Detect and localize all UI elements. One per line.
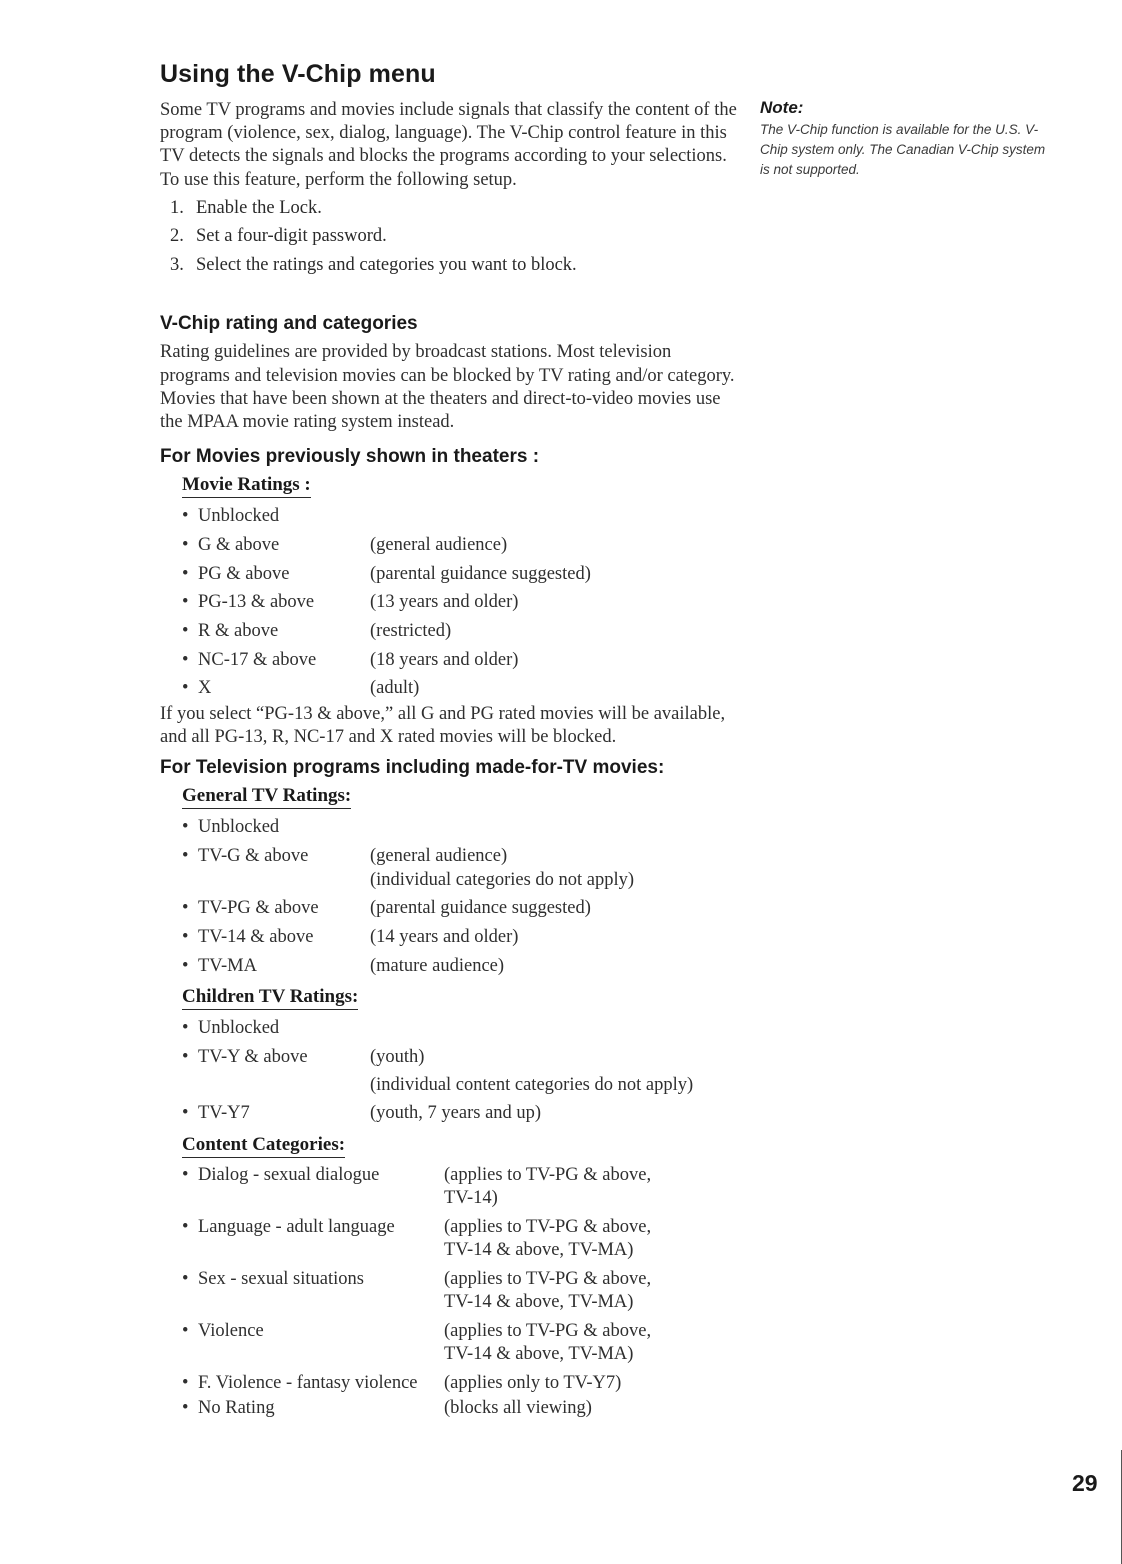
page-title: Using the V-Chip menu [160,60,436,88]
children-tv-ratings-list [182,1014,740,1127]
content-categories-list [182,1164,740,1420]
list-item: • Unblocked [182,817,280,838]
movie-ratings-list [182,502,740,703]
list-item: • PG & above (parental guidance suggested) [182,563,591,584]
list-item: • NC-17 & above (18 years and older) [182,649,519,670]
list-item: • Dialog - sexual dialogue (applies to TV-PG & above, TV-14) [182,1164,652,1208]
general-tv-ratings-block [182,785,740,1419]
list-item: • Unblocked [182,506,280,527]
step-item: 1. Enable the Lock. [170,197,322,218]
movie-ratings-title: Movie Ratings : [182,474,311,498]
list-item: • TV-PG & above (parental guidance suggested) [182,898,591,919]
list-item: • TV-G & above (general audience) (individual categories do not apply) [182,846,635,890]
setup-steps [160,194,740,280]
movies-section-heading: For Movies previously shown in theaters : [160,446,540,468]
list-item: • Language - adult language (applies to TV-PG & above, TV-14 & above, TV-MA) [182,1216,652,1260]
note-sidebar [760,98,1060,180]
step-item: 3. Select the ratings and categories you want to block. [170,254,577,275]
vchip-section-heading: V-Chip rating and categories [160,313,418,335]
page-number: 29 [1072,1470,1098,1496]
general-tv-ratings-title: General TV Ratings: [182,785,351,809]
intro-paragraph: Some TV programs and movies include signals that classify the content of the program (violence, sex, dialog, language). The V-Chip control feature in this TV detects the signals and blocks the programs according to your selections. To use this feature, perform the following setup. [160,100,737,190]
note-title: Note: [760,98,804,117]
list-item: • TV-MA (mature audience) [182,955,505,976]
children-tv-ratings-title: Children TV Ratings: [182,986,358,1010]
list-item: • G & above (general audience) [182,534,508,555]
step-item: 2. Set a four-digit password. [170,226,387,247]
movies-example-paragraph: If you select “PG-13 & above,” all G and PG rated movies will be available, and all PG-13, R, NC-17 and X rated movies will be blocked. [160,704,726,748]
vchip-section-body: Rating guidelines are provided by broadcast stations. Most television programs and television movies can be blocked by TV rating and/or category. Movies that have been shown at the theaters and direct-to-video movies use the MPAA movie rating system instead. [160,342,735,432]
main-column [160,60,740,1426]
list-item: • TV-14 & above (14 years and older) [182,926,519,947]
list-item: • Violence (applies to TV-PG & above, TV-14 & above, TV-MA) [182,1320,652,1364]
list-item: • No Rating (blocks all viewing) [182,1397,592,1418]
list-item: • F. Violence - fantasy violence (applies only to TV-Y7) [182,1372,622,1393]
note-text: The V-Chip function is available for the U.S. V-Chip system only. The Canadian V-Chip system is not supported. [760,122,1046,177]
tv-section-heading: For Television programs including made-for-TV movies: [160,757,665,779]
list-item: • PG-13 & above (13 years and older) [182,592,519,613]
movie-ratings-block [182,474,740,703]
list-item: • X (adult) [182,678,420,699]
list-item: • Unblocked [182,1018,280,1039]
general-tv-ratings-list [182,813,740,980]
list-item: • R & above (restricted) [182,620,452,641]
content-categories-title: Content Categories: [182,1134,345,1158]
list-item: • Sex - sexual situations (applies to TV-PG & above, TV-14 & above, TV-MA) [182,1268,652,1312]
list-item: • TV-Y7 (youth, 7 years and up) [182,1102,542,1123]
list-item: • TV-Y & above (youth) (individual content categories do not apply) [182,1046,694,1095]
